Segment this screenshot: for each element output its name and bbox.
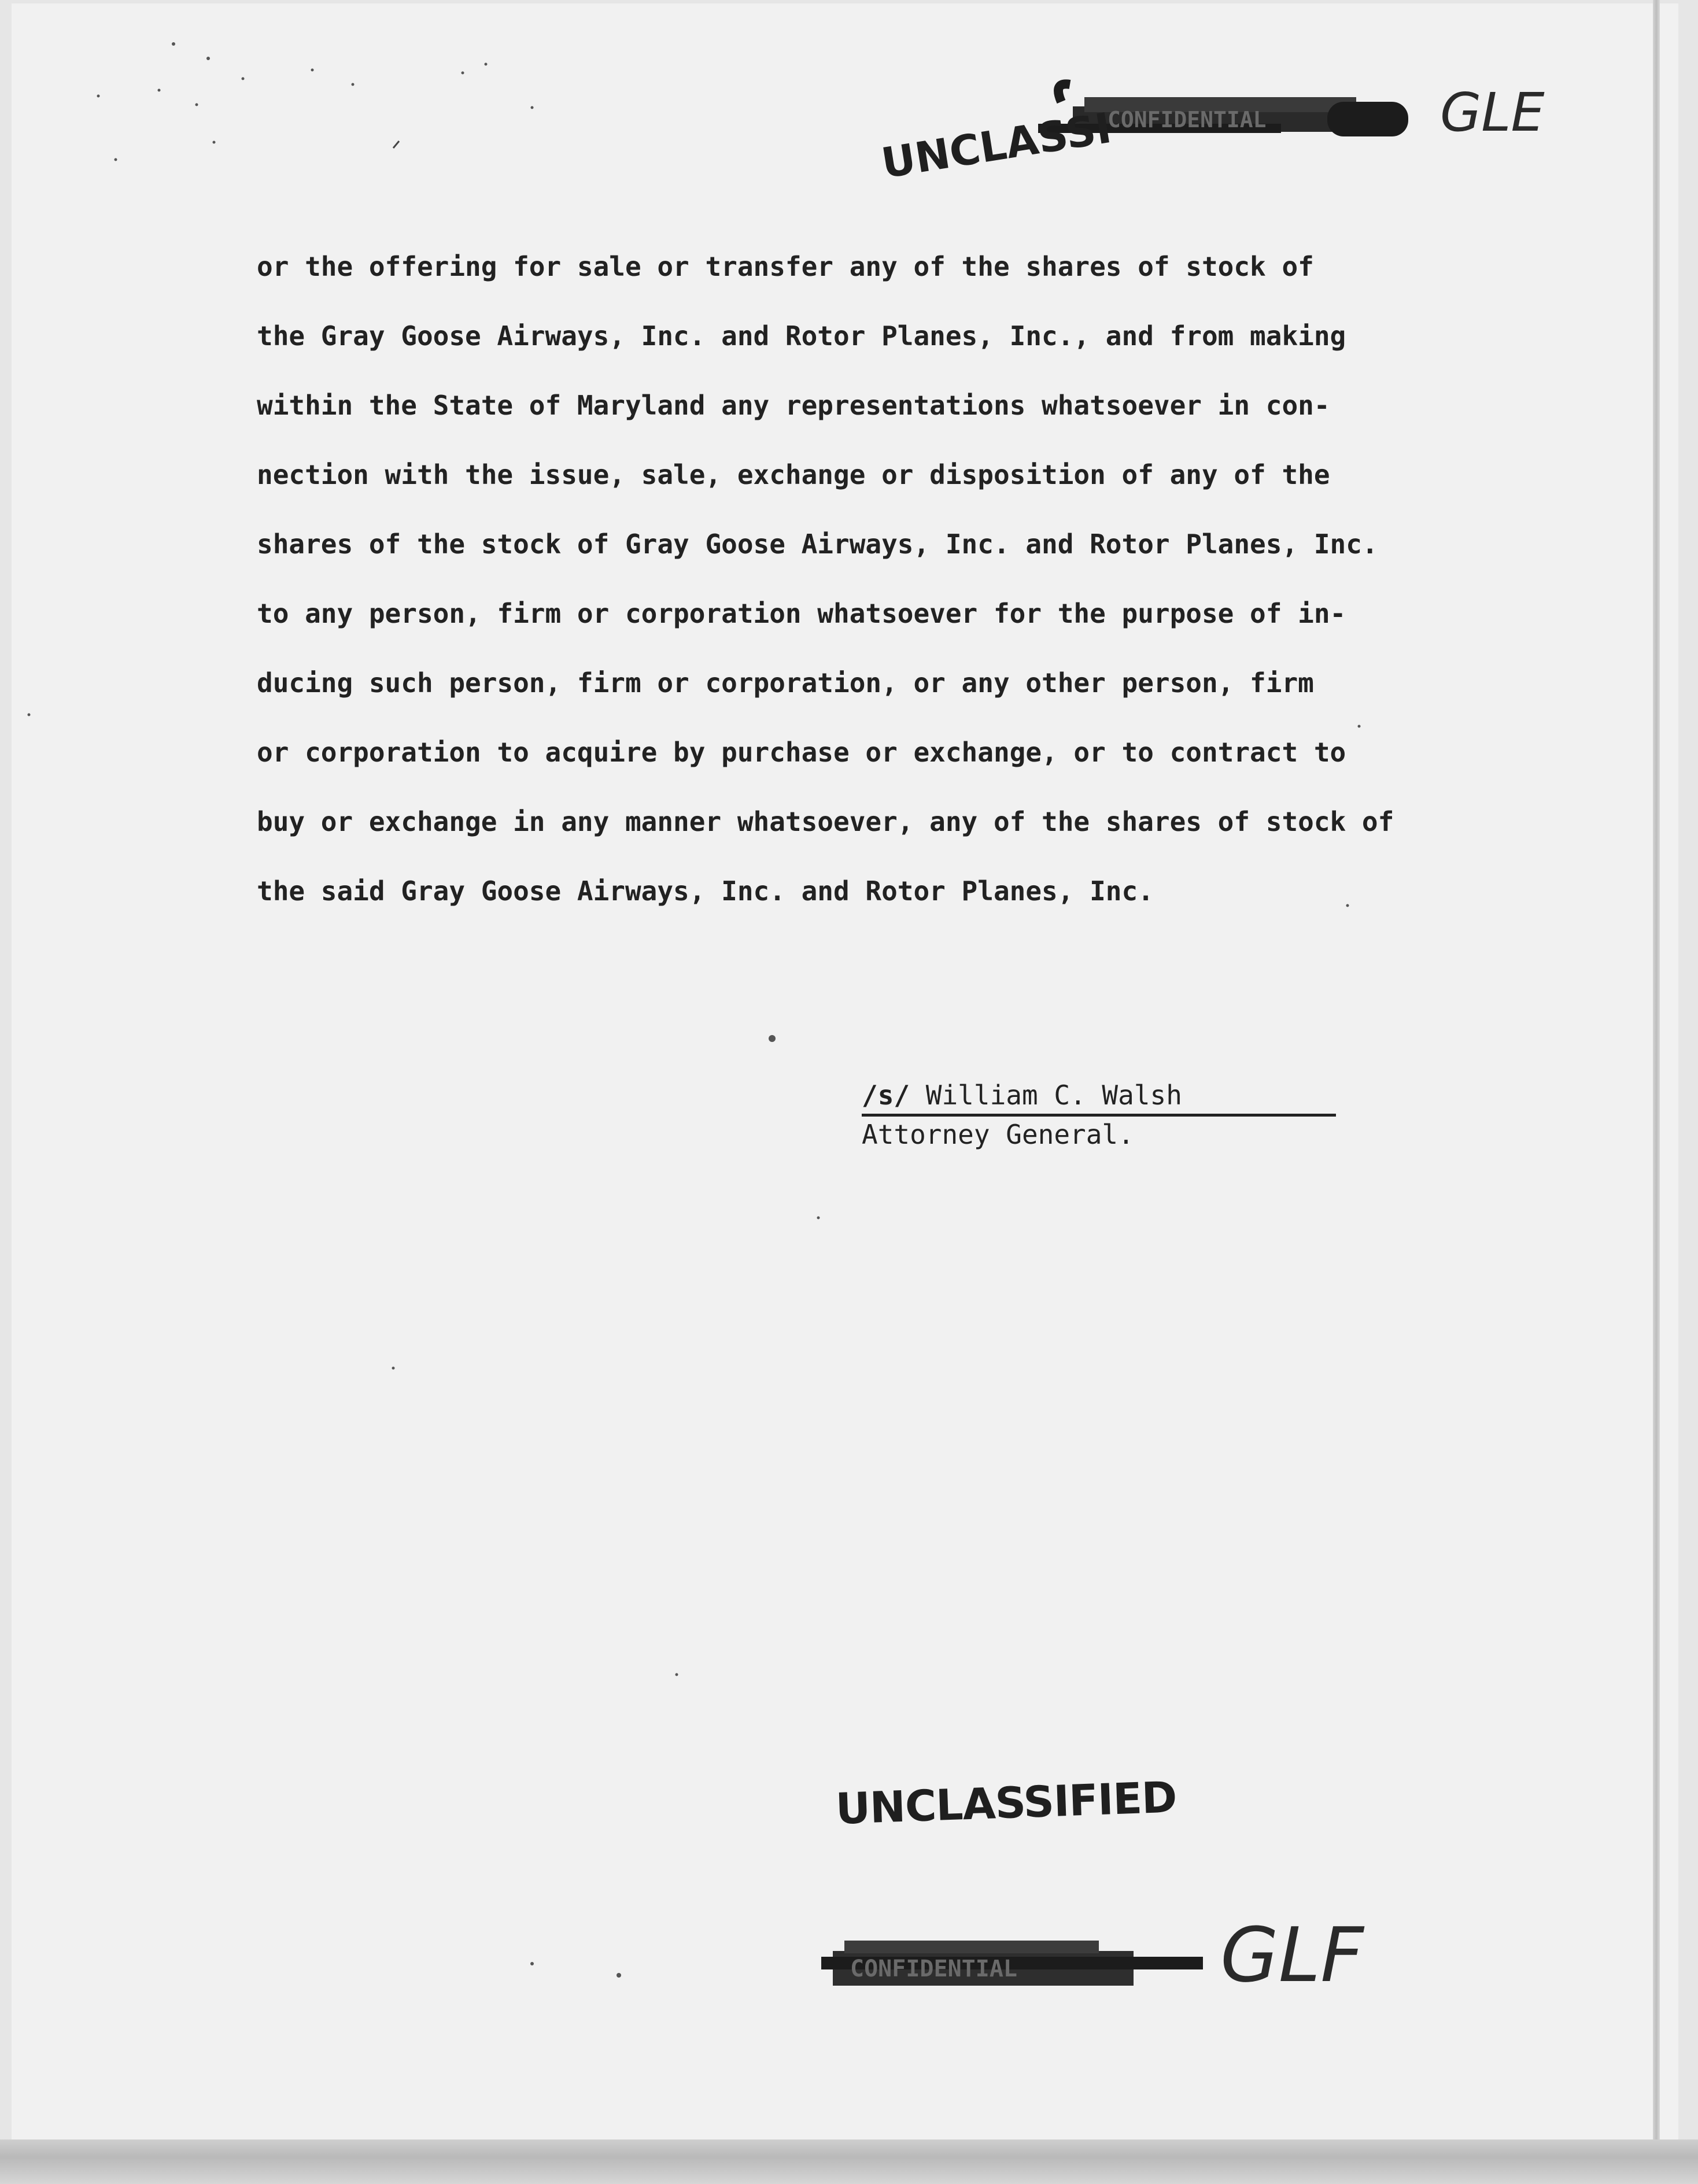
body-line: the Gray Goose Airways, Inc. and Rotor Planes, Inc., and from making [257,320,1346,352]
top-handwritten-mark [1434,79,1619,151]
body-line: to any person, firm or corporation whatsoever for the purpose of in- [257,598,1346,629]
body-line: ducing such person, firm or corporation, or any other person, firm [257,667,1314,699]
body-line: within the State of Maryland any representations whatsoever in con- [257,390,1330,421]
scan-edge-bottom [0,2139,1698,2184]
signature-title: Attorney General. [862,1119,1134,1150]
bottom-handwritten-text: GLF [1220,1911,1364,1998]
top-redacted-text: CONFIDENTIAL [1108,107,1267,132]
signature-name: William C. Walsh [910,1080,1182,1111]
bottom-redacted-text: CONFIDENTIAL [850,1956,1017,1982]
bottom-handwritten-mark [1215,1894,1434,2001]
signature-rule [862,1114,1336,1117]
top-handwritten-text: GLE [1440,82,1545,143]
bottom-unclassified-stamp: UNCLASSIFIED [835,1772,1177,1834]
scan-edge-right [1653,0,1660,2139]
document-page [12,3,1678,2143]
body-line: or corporation to acquire by purchase or exchange, or to contract to [257,737,1346,768]
body-paragraph [257,246,1552,940]
body-line: shares of the stock of Gray Goose Airways, Inc. and Rotor Planes, Inc. [257,529,1378,560]
body-line: the said Gray Goose Airways, Inc. and Rotor Planes, Inc. [257,875,1154,907]
bottom-redaction-mark [821,1929,1215,2001]
body-line: or the offering for sale or transfer any of the shares of stock of [257,251,1314,282]
body-line: buy or exchange in any manner whatsoever, any of the shares of stock of [257,806,1394,837]
top-unclassified-stamp: UNCLASSI [878,103,1115,188]
body-line: nection with the issue, sale, exchange or disposition of any of the [257,459,1330,490]
signature-line [862,1079,1182,1111]
signature-prefix: /s/ [862,1080,910,1111]
